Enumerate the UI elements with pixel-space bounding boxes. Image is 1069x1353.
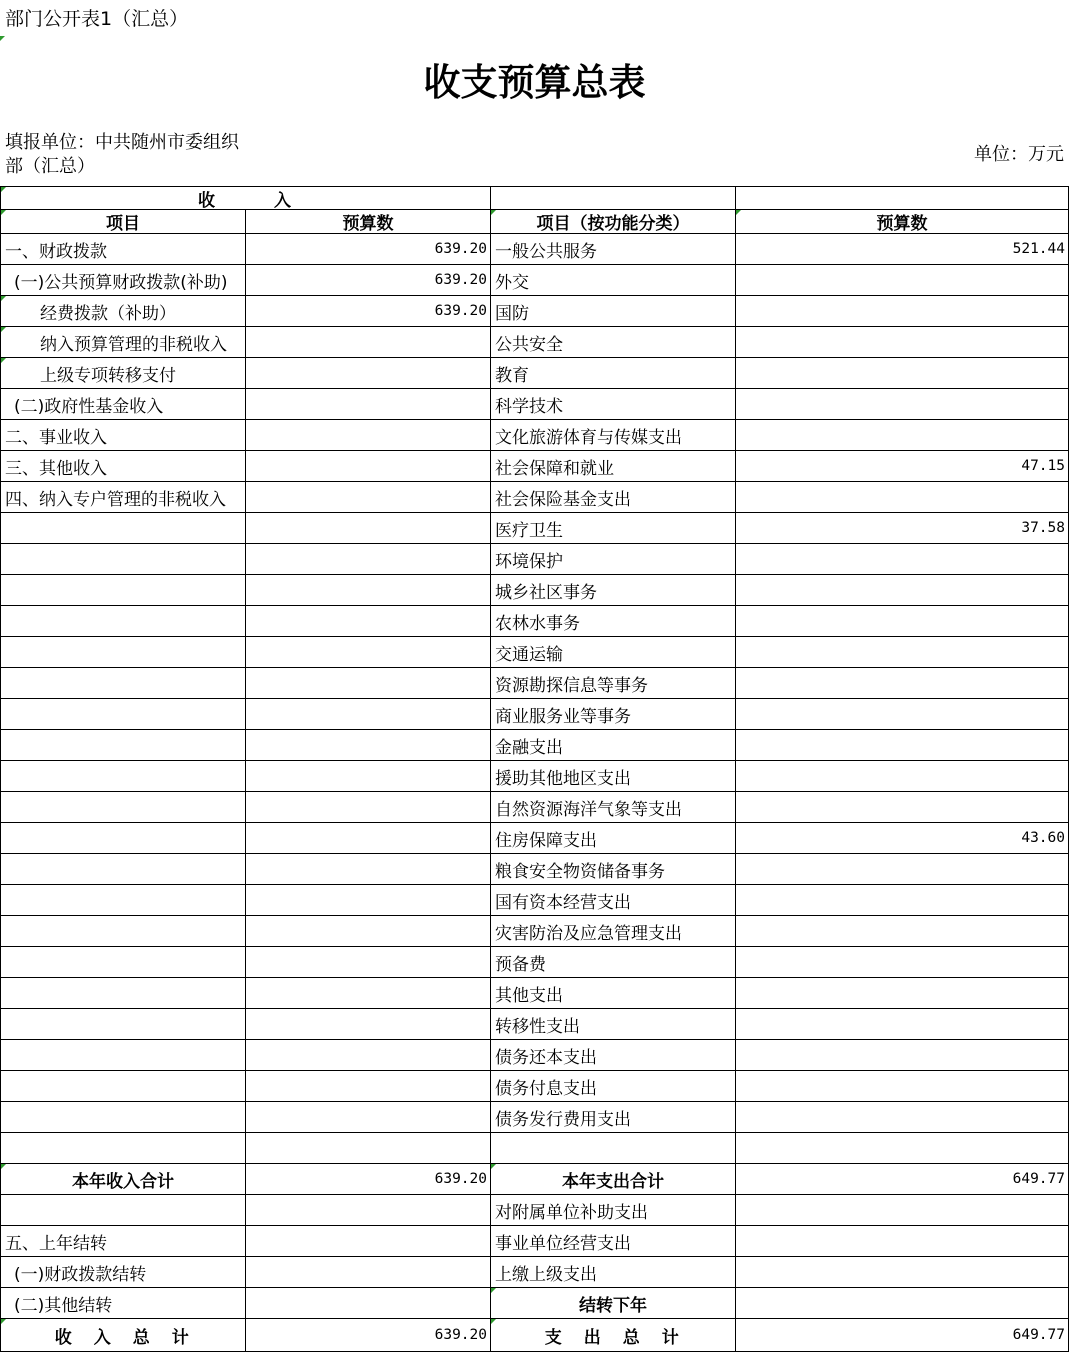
- expense-item-cell: 援助其他地区支出: [491, 761, 736, 791]
- table-row: [1, 978, 1069, 1009]
- income-amount-cell: 639.20: [246, 234, 491, 264]
- expense-amount-cell: [736, 482, 1069, 512]
- expense-amount-cell: 521.44: [736, 234, 1069, 264]
- income-item-header: 项目: [1, 210, 246, 233]
- expense-amount-cell: 37.58: [736, 513, 1069, 543]
- expense-amount-cell: [736, 389, 1069, 419]
- income-amount-cell: [246, 513, 491, 543]
- subtotal-row: [1, 1164, 1069, 1195]
- table-row: [1, 358, 1069, 389]
- income-item-cell: 二、事业收入: [1, 420, 246, 450]
- income-amount-header: 预算数: [246, 210, 491, 233]
- expense-amount-cell: [736, 916, 1069, 946]
- expense-item-cell: 社会保险基金支出: [491, 482, 736, 512]
- carryover-row: [1, 1226, 1069, 1257]
- income-amount-cell: [246, 1257, 491, 1287]
- expense-amount-cell: [736, 637, 1069, 667]
- expense-amount-header: 预算数: [736, 210, 1069, 233]
- expense-item-cell: 事业单位经营支出: [491, 1226, 736, 1256]
- table-row: [1, 265, 1069, 296]
- filing-unit-line1: 填报单位：中共随州市委组织: [5, 132, 239, 153]
- amount-unit: 单位：万元: [974, 144, 1064, 165]
- income-amount-cell: [246, 854, 491, 884]
- income-amount-cell: [246, 389, 491, 419]
- table-row: [1, 575, 1069, 606]
- filing-unit: [5, 131, 239, 179]
- income-amount-cell: [246, 1102, 491, 1132]
- table-row: [1, 699, 1069, 730]
- income-amount-cell: [246, 606, 491, 636]
- expense-item-cell: 社会保障和就业: [491, 451, 736, 481]
- income-amount-cell: [246, 699, 491, 729]
- income-item-cell: [1, 947, 246, 977]
- table-row: [1, 637, 1069, 668]
- income-amount-cell: [246, 730, 491, 760]
- table-row: [1, 544, 1069, 575]
- income-item-cell: [1, 978, 246, 1008]
- expense-amount-cell: [736, 265, 1069, 295]
- income-item-cell: [1, 1133, 246, 1163]
- expense-item-cell: 预备费: [491, 947, 736, 977]
- table-row: [1, 327, 1069, 358]
- table-row: [1, 296, 1069, 327]
- table-row: [1, 420, 1069, 451]
- expense-item-header: 项目（按功能分类）: [491, 210, 736, 233]
- expense-item-cell: 环境保护: [491, 544, 736, 574]
- income-item-cell: [1, 1195, 246, 1225]
- expense-item-cell: 债务还本支出: [491, 1040, 736, 1070]
- expense-item-cell: 债务发行费用支出: [491, 1102, 736, 1132]
- income-amount-cell: [246, 575, 491, 605]
- expense-item-cell: 其他支出: [491, 978, 736, 1008]
- income-amount-cell: [246, 668, 491, 698]
- income-amount-cell: [246, 1226, 491, 1256]
- table-row: [1, 606, 1069, 637]
- income-amount-cell: [246, 1288, 491, 1318]
- expense-item-cell: 粮食安全物资储备事务: [491, 854, 736, 884]
- table-row: [1, 947, 1069, 978]
- income-item-cell: (二)政府性基金收入: [1, 389, 246, 419]
- income-item-cell: 收 入 总 计: [1, 1319, 246, 1351]
- income-item-cell: [1, 1071, 246, 1101]
- table-row: [1, 854, 1069, 885]
- income-item-cell: (一)财政拨款结转: [1, 1257, 246, 1287]
- carryover-row: [1, 1288, 1069, 1319]
- expense-item-cell: 城乡社区事务: [491, 575, 736, 605]
- expense-amount-cell: [736, 668, 1069, 698]
- expense-item-cell: 一般公共服务: [491, 234, 736, 264]
- income-amount-cell: 639.20: [246, 1319, 491, 1351]
- expense-amount-cell: 47.15: [736, 451, 1069, 481]
- income-amount-cell: [246, 544, 491, 574]
- expense-amount-cell: 649.77: [736, 1319, 1069, 1351]
- table-body: [1, 234, 1069, 1352]
- income-item-cell: [1, 1009, 246, 1039]
- income-amount-cell: 639.20: [246, 265, 491, 295]
- income-item-cell: 四、纳入专户管理的非税收入: [1, 482, 246, 512]
- expense-amount-cell: [736, 575, 1069, 605]
- expense-item-cell: 本年支出合计: [491, 1164, 736, 1194]
- document-label: 部门公开表1（汇总）: [5, 8, 189, 30]
- income-amount-cell: [246, 823, 491, 853]
- expense-amount-cell: 649.77: [736, 1164, 1069, 1194]
- table-row: [1, 823, 1069, 854]
- income-amount-cell: [246, 761, 491, 791]
- table-row: [1, 482, 1069, 513]
- income-item-cell: [1, 668, 246, 698]
- income-item-cell: 五、上年结转: [1, 1226, 246, 1256]
- table-row: [1, 451, 1069, 482]
- income-item-cell: [1, 606, 246, 636]
- expense-item-cell: 对附属单位补助支出: [491, 1195, 736, 1225]
- income-amount-cell: [246, 1040, 491, 1070]
- expense-item-cell: 结转下年: [491, 1288, 736, 1318]
- expense-amount-cell: [736, 420, 1069, 450]
- table-row: [1, 885, 1069, 916]
- expense-amount-cell: [736, 358, 1069, 388]
- income-amount-cell: [246, 947, 491, 977]
- expense-item-cell: 科学技术: [491, 389, 736, 419]
- income-item-cell: 一、财政拨款: [1, 234, 246, 264]
- expense-amount-cell: [736, 1040, 1069, 1070]
- income-item-cell: [1, 823, 246, 853]
- cell-marker: [0, 36, 5, 41]
- table-row: [1, 1009, 1069, 1040]
- income-amount-cell: 639.20: [246, 296, 491, 326]
- expense-amount-cell: [736, 885, 1069, 915]
- expense-amount-cell: [736, 792, 1069, 822]
- carryover-row: [1, 1195, 1069, 1226]
- expense-amount-cell: 43.60: [736, 823, 1069, 853]
- expense-item-cell: 上缴上级支出: [491, 1257, 736, 1287]
- expense-amount-cell: [736, 1195, 1069, 1225]
- table-row: [1, 792, 1069, 823]
- expense-amount-cell: [736, 544, 1069, 574]
- table-row: [1, 389, 1069, 420]
- expense-amount-cell: [736, 606, 1069, 636]
- income-item-cell: [1, 513, 246, 543]
- expense-item-cell: 住房保障支出: [491, 823, 736, 853]
- expense-item-cell: 公共安全: [491, 327, 736, 357]
- expense-item-cell: 转移性支出: [491, 1009, 736, 1039]
- income-item-cell: [1, 761, 246, 791]
- expense-group-header-amount: [736, 187, 1069, 209]
- table-row: [1, 916, 1069, 947]
- group-header-row: [1, 187, 1069, 210]
- income-item-cell: (一)公共预算财政拨款(补助): [1, 265, 246, 295]
- income-amount-cell: [246, 637, 491, 667]
- income-amount-cell: [246, 885, 491, 915]
- expense-amount-cell: [736, 978, 1069, 1008]
- expense-item-cell: 金融支出: [491, 730, 736, 760]
- expense-amount-cell: [736, 1009, 1069, 1039]
- table-row: [1, 761, 1069, 792]
- expense-item-cell: 教育: [491, 358, 736, 388]
- expense-item-cell: 债务付息支出: [491, 1071, 736, 1101]
- expense-item-cell: 商业服务业等事务: [491, 699, 736, 729]
- expense-item-cell: 交通运输: [491, 637, 736, 667]
- table-row: [1, 234, 1069, 265]
- income-item-cell: [1, 575, 246, 605]
- income-item-cell: [1, 792, 246, 822]
- income-amount-cell: [246, 451, 491, 481]
- expense-amount-cell: [736, 699, 1069, 729]
- expense-item-cell: 文化旅游体育与传媒支出: [491, 420, 736, 450]
- expense-item-cell: 外交: [491, 265, 736, 295]
- income-amount-cell: [246, 792, 491, 822]
- expense-item-cell: 资源勘探信息等事务: [491, 668, 736, 698]
- table-row: [1, 668, 1069, 699]
- expense-amount-cell: [736, 854, 1069, 884]
- table-row: [1, 1102, 1069, 1133]
- expense-amount-cell: [736, 761, 1069, 791]
- expense-amount-cell: [736, 327, 1069, 357]
- expense-amount-cell: [736, 730, 1069, 760]
- income-item-cell: (二)其他结转: [1, 1288, 246, 1318]
- income-amount-cell: [246, 916, 491, 946]
- expense-amount-cell: [736, 1133, 1069, 1163]
- income-amount-cell: [246, 482, 491, 512]
- income-item-cell: [1, 916, 246, 946]
- expense-amount-cell: [736, 1288, 1069, 1318]
- income-item-cell: 三、其他收入: [1, 451, 246, 481]
- income-item-cell: [1, 730, 246, 760]
- income-item-cell: [1, 699, 246, 729]
- income-item-cell: [1, 885, 246, 915]
- expense-item-cell: [491, 1133, 736, 1163]
- income-group-header: 收 入: [1, 187, 491, 209]
- expense-item-cell: 国有资本经营支出: [491, 885, 736, 915]
- income-item-cell: 纳入预算管理的非税收入: [1, 327, 246, 357]
- expense-amount-cell: [736, 1071, 1069, 1101]
- income-item-cell: [1, 637, 246, 667]
- income-amount-cell: [246, 358, 491, 388]
- income-amount-cell: [246, 327, 491, 357]
- expense-amount-cell: [736, 947, 1069, 977]
- expense-item-cell: 农林水事务: [491, 606, 736, 636]
- expense-item-cell: 医疗卫生: [491, 513, 736, 543]
- expense-item-cell: 国防: [491, 296, 736, 326]
- expense-group-header: [491, 187, 736, 209]
- expense-item-cell: 支 出 总 计: [491, 1319, 736, 1351]
- income-amount-cell: [246, 420, 491, 450]
- carryover-row: [1, 1257, 1069, 1288]
- table-row: [1, 1133, 1069, 1164]
- income-item-cell: [1, 1040, 246, 1070]
- filing-unit-line2: 部（汇总）: [5, 156, 95, 177]
- income-amount-cell: 639.20: [246, 1164, 491, 1194]
- income-amount-cell: [246, 1071, 491, 1101]
- table-row: [1, 730, 1069, 761]
- column-header-row: [1, 210, 1069, 234]
- income-amount-cell: [246, 978, 491, 1008]
- expense-amount-cell: [736, 1257, 1069, 1287]
- expense-amount-cell: [736, 1226, 1069, 1256]
- income-item-cell: [1, 544, 246, 574]
- grand-total-row: [1, 1319, 1069, 1352]
- page-title: 收支预算总表: [423, 60, 646, 104]
- table-row: [1, 513, 1069, 544]
- income-item-cell: 经费拨款（补助）: [1, 296, 246, 326]
- income-amount-cell: [246, 1195, 491, 1225]
- income-item-cell: [1, 854, 246, 884]
- income-amount-cell: [246, 1133, 491, 1163]
- expense-amount-cell: [736, 296, 1069, 326]
- budget-table: [0, 186, 1069, 1352]
- expense-item-cell: 灾害防治及应急管理支出: [491, 916, 736, 946]
- income-amount-cell: [246, 1009, 491, 1039]
- income-item-cell: 上级专项转移支付: [1, 358, 246, 388]
- expense-amount-cell: [736, 1102, 1069, 1132]
- income-item-cell: 本年收入合计: [1, 1164, 246, 1194]
- income-item-cell: [1, 1102, 246, 1132]
- table-row: [1, 1071, 1069, 1102]
- table-row: [1, 1040, 1069, 1071]
- expense-item-cell: 自然资源海洋气象等支出: [491, 792, 736, 822]
